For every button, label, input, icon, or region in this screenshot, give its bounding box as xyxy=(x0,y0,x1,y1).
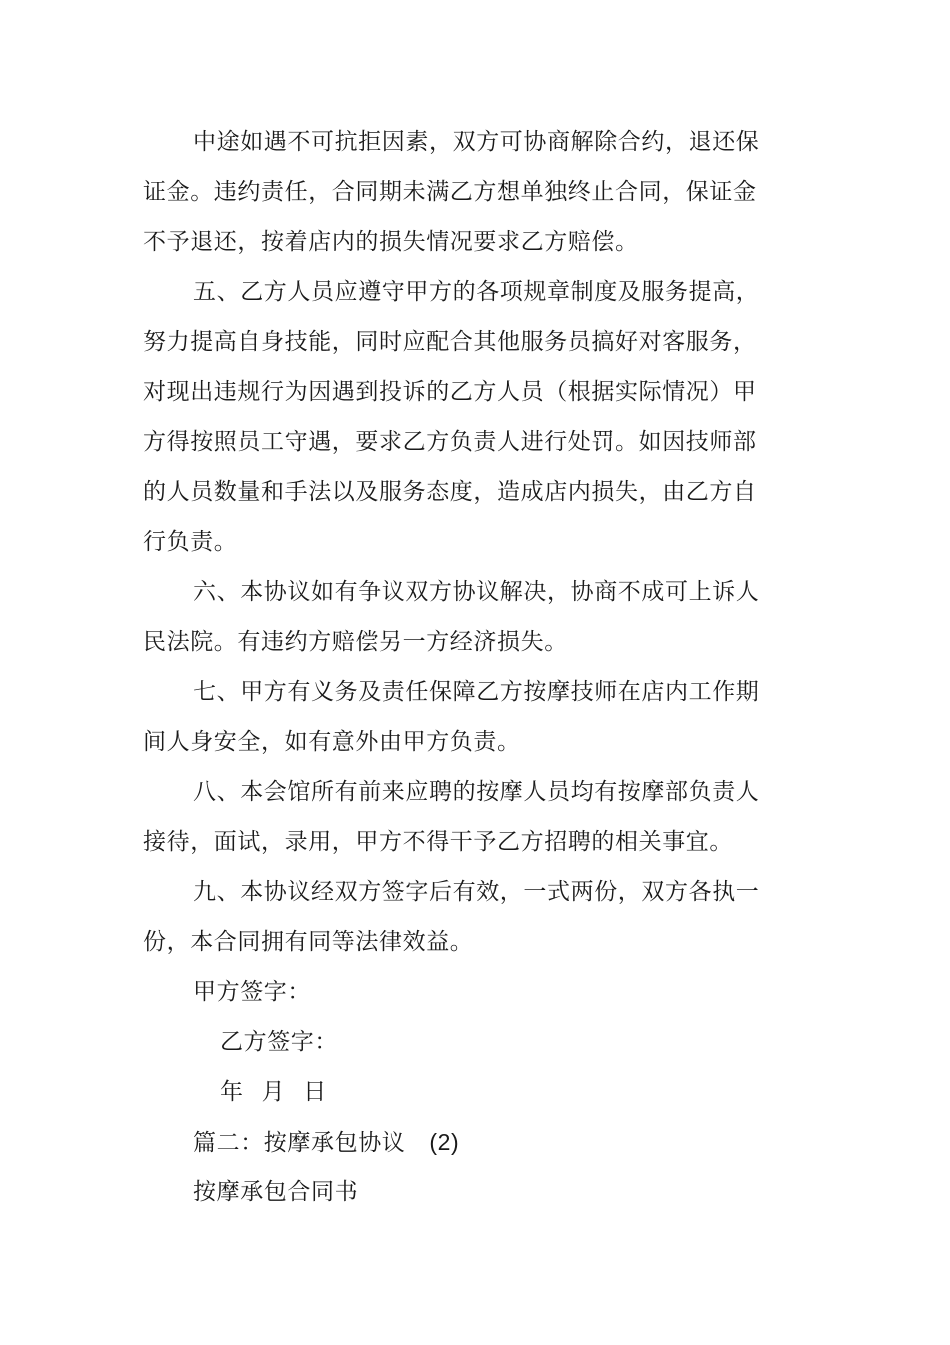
paragraph-line: 民法院。有违约方赔偿另一方经济损失。 xyxy=(143,629,568,655)
paragraph-line: 不予退还，按着店内的损失情况要求乙方赔偿。 xyxy=(143,229,639,255)
paragraph-line: 证金。违约责任，合同期未满乙方想单独终止合同，保证金 xyxy=(143,179,757,205)
paragraph-line: 对现出违规行为因遇到投诉的乙方人员（根据实际情况）甲 xyxy=(143,379,757,405)
paragraph-line: 努力提高自身技能，同时应配合其他服务员搞好对客服务， xyxy=(143,329,757,355)
paragraph-line: 行负责。 xyxy=(143,529,238,555)
paragraph-line: 六、本协议如有争议双方协议解决，协商不成可上诉人 xyxy=(193,579,760,605)
date-year-label: 年 xyxy=(220,1079,244,1105)
paragraph-line: 七、甲方有义务及责任保障乙方按摩技师在店内工作期 xyxy=(193,679,760,705)
section-title: 篇二：按摩承包协议 xyxy=(193,1130,406,1156)
paragraph-line: 接待，面试，录用，甲方不得干予乙方招聘的相关事宜。 xyxy=(143,829,733,855)
party-a-signature-label: 甲方签字： xyxy=(193,979,311,1005)
paragraph-line: 中途如遇不可抗拒因素，双方可协商解除合约，退还保 xyxy=(193,129,760,155)
section-number: (2) xyxy=(429,1129,460,1155)
paragraph-line: 份，本合同拥有同等法律效益。 xyxy=(143,929,474,955)
section-heading xyxy=(193,1127,459,1158)
paragraph-line: 八、本会馆所有前来应聘的按摩人员均有按摩部负责人 xyxy=(193,779,760,805)
date-day-label: 日 xyxy=(303,1079,327,1105)
paragraph-line: 九、本协议经双方签字后有效，一式两份，双方各执一 xyxy=(193,879,760,905)
section-subtitle: 按摩承包合同书 xyxy=(193,1179,359,1205)
paragraph-line: 间人身安全，如有意外由甲方负责。 xyxy=(143,729,521,755)
signature-date xyxy=(220,1077,327,1107)
paragraph-line: 五、乙方人员应遵守甲方的各项规章制度及服务提高， xyxy=(193,279,760,305)
paragraph-line: 的人员数量和手法以及服务态度，造成店内损失，由乙方自 xyxy=(143,479,757,505)
date-month-label: 月 xyxy=(261,1079,286,1105)
party-b-signature-label: 乙方签字： xyxy=(220,1029,338,1055)
paragraph-line: 方得按照员工守遇，要求乙方负责人进行处罚。如因技师部 xyxy=(143,429,757,455)
